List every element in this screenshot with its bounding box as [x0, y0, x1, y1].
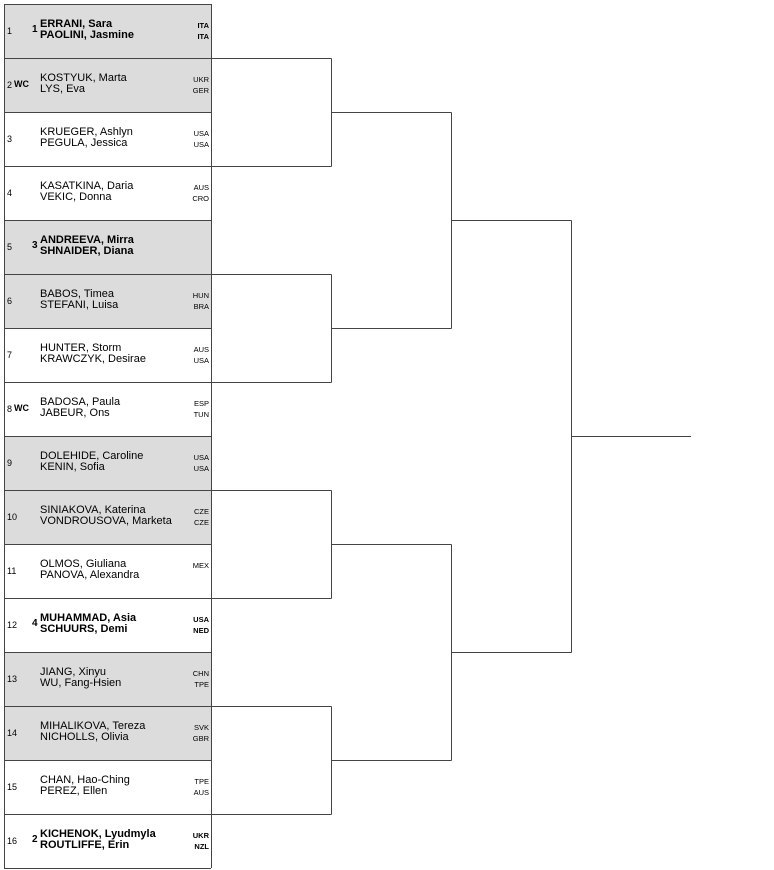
- player-name: LYS, Eva: [40, 83, 86, 95]
- player-nationality: NED: [193, 626, 209, 635]
- draw-position: 13: [7, 674, 18, 684]
- player-name: ROUTLIFFE, Erin: [40, 839, 130, 851]
- player-nationality: UKR: [192, 831, 209, 840]
- player-name: HUNTER, Storm: [40, 342, 122, 354]
- draw-position: 12: [7, 620, 18, 630]
- player-nationality: AUS: [193, 788, 209, 797]
- player-nationality: USA: [193, 129, 209, 138]
- player-nationality: NZL: [194, 842, 209, 851]
- seed-number: 3: [32, 240, 38, 251]
- draw-position: 2: [7, 80, 13, 90]
- draw-position: 7: [7, 350, 13, 360]
- player-name: KRUEGER, Ashlyn: [40, 126, 133, 138]
- player-nationality: USA: [193, 615, 209, 624]
- player-nationality: CZE: [194, 507, 209, 516]
- entry-status: WC: [14, 403, 29, 413]
- player-name: VONDROUSOVA, Marketa: [40, 515, 172, 527]
- player-nationality: USA: [193, 356, 209, 365]
- draw-position: 11: [7, 566, 17, 576]
- player-name: SHNAIDER, Diana: [40, 245, 134, 257]
- player-nationality: ITA: [197, 32, 209, 41]
- player-nationality: USA: [193, 453, 209, 462]
- draw-position: 3: [7, 134, 13, 144]
- player-nationality: BRA: [193, 302, 209, 311]
- player-nationality: ESP: [193, 399, 209, 408]
- player-name: STEFANI, Luisa: [40, 299, 119, 311]
- player-name: KASATKINA, Daria: [40, 180, 134, 192]
- player-nationality: CRO: [192, 194, 209, 203]
- player-name: CHAN, Hao-Ching: [40, 774, 130, 786]
- player-name: OLMOS, Giuliana: [40, 558, 127, 570]
- player-name: KRAWCZYK, Desirae: [40, 353, 146, 365]
- player-name: NICHOLLS, Olivia: [40, 731, 129, 743]
- player-nationality: GER: [192, 86, 209, 95]
- player-name: PANOVA, Alexandra: [40, 569, 140, 581]
- draw-position: 5: [7, 242, 13, 252]
- player-name: SCHUURS, Demi: [40, 623, 128, 635]
- player-nationality: TUN: [193, 410, 209, 419]
- player-nationality: USA: [193, 140, 209, 149]
- player-name: BABOS, Timea: [40, 288, 114, 300]
- draw-position: 8: [7, 404, 13, 414]
- draw-position: 14: [7, 728, 18, 738]
- player-name: WU, Fang-Hsien: [40, 677, 122, 689]
- player-name: ERRANI, Sara: [40, 18, 113, 30]
- player-nationality: ITA: [197, 21, 209, 30]
- seed-number: 2: [32, 834, 38, 845]
- player-nationality: USA: [193, 464, 209, 473]
- player-nationality: HUN: [192, 291, 209, 300]
- draw-position: 4: [7, 188, 13, 198]
- player-name: KICHENOK, Lyudmyla: [40, 828, 156, 840]
- player-nationality: AUS: [193, 345, 209, 354]
- draw-position: 15: [7, 782, 18, 792]
- player-name: JIANG, Xinyu: [40, 666, 107, 678]
- player-nationality: SVK: [193, 723, 209, 732]
- draw-position: 1: [7, 26, 13, 36]
- player-name: ANDREEVA, Mirra: [40, 234, 134, 246]
- player-name: KENIN, Sofia: [40, 461, 105, 473]
- player-nationality: AUS: [193, 183, 209, 192]
- player-name: VEKIC, Donna: [40, 191, 112, 203]
- seed-number: 4: [32, 618, 38, 629]
- player-name: KOSTYUK, Marta: [40, 72, 127, 84]
- seed-number: 1: [32, 24, 38, 35]
- draw-position: 6: [7, 296, 13, 306]
- player-nationality: TPE: [194, 777, 209, 786]
- draw-position: 16: [7, 836, 18, 846]
- player-name: DOLEHIDE, Caroline: [40, 450, 144, 462]
- player-name: SINIAKOVA, Katerina: [40, 504, 146, 516]
- draw-position: 10: [7, 512, 18, 522]
- player-name: PEREZ, Ellen: [40, 785, 108, 797]
- player-nationality: MEX: [192, 561, 209, 570]
- player-nationality: UKR: [193, 75, 209, 84]
- player-name: BADOSA, Paula: [40, 396, 121, 408]
- player-name: MIHALIKOVA, Tereza: [40, 720, 146, 732]
- player-name: JABEUR, Ons: [40, 407, 110, 419]
- player-nationality: TPE: [194, 680, 209, 689]
- player-nationality: CHN: [192, 669, 209, 678]
- player-nationality: GBR: [192, 734, 209, 743]
- entry-status: WC: [14, 79, 29, 89]
- draw-position: 9: [7, 458, 13, 468]
- player-name: PAOLINI, Jasmine: [40, 29, 134, 41]
- player-nationality: CZE: [194, 518, 209, 527]
- player-name: MUHAMMAD, Asia: [40, 612, 137, 624]
- player-name: PEGULA, Jessica: [40, 137, 128, 149]
